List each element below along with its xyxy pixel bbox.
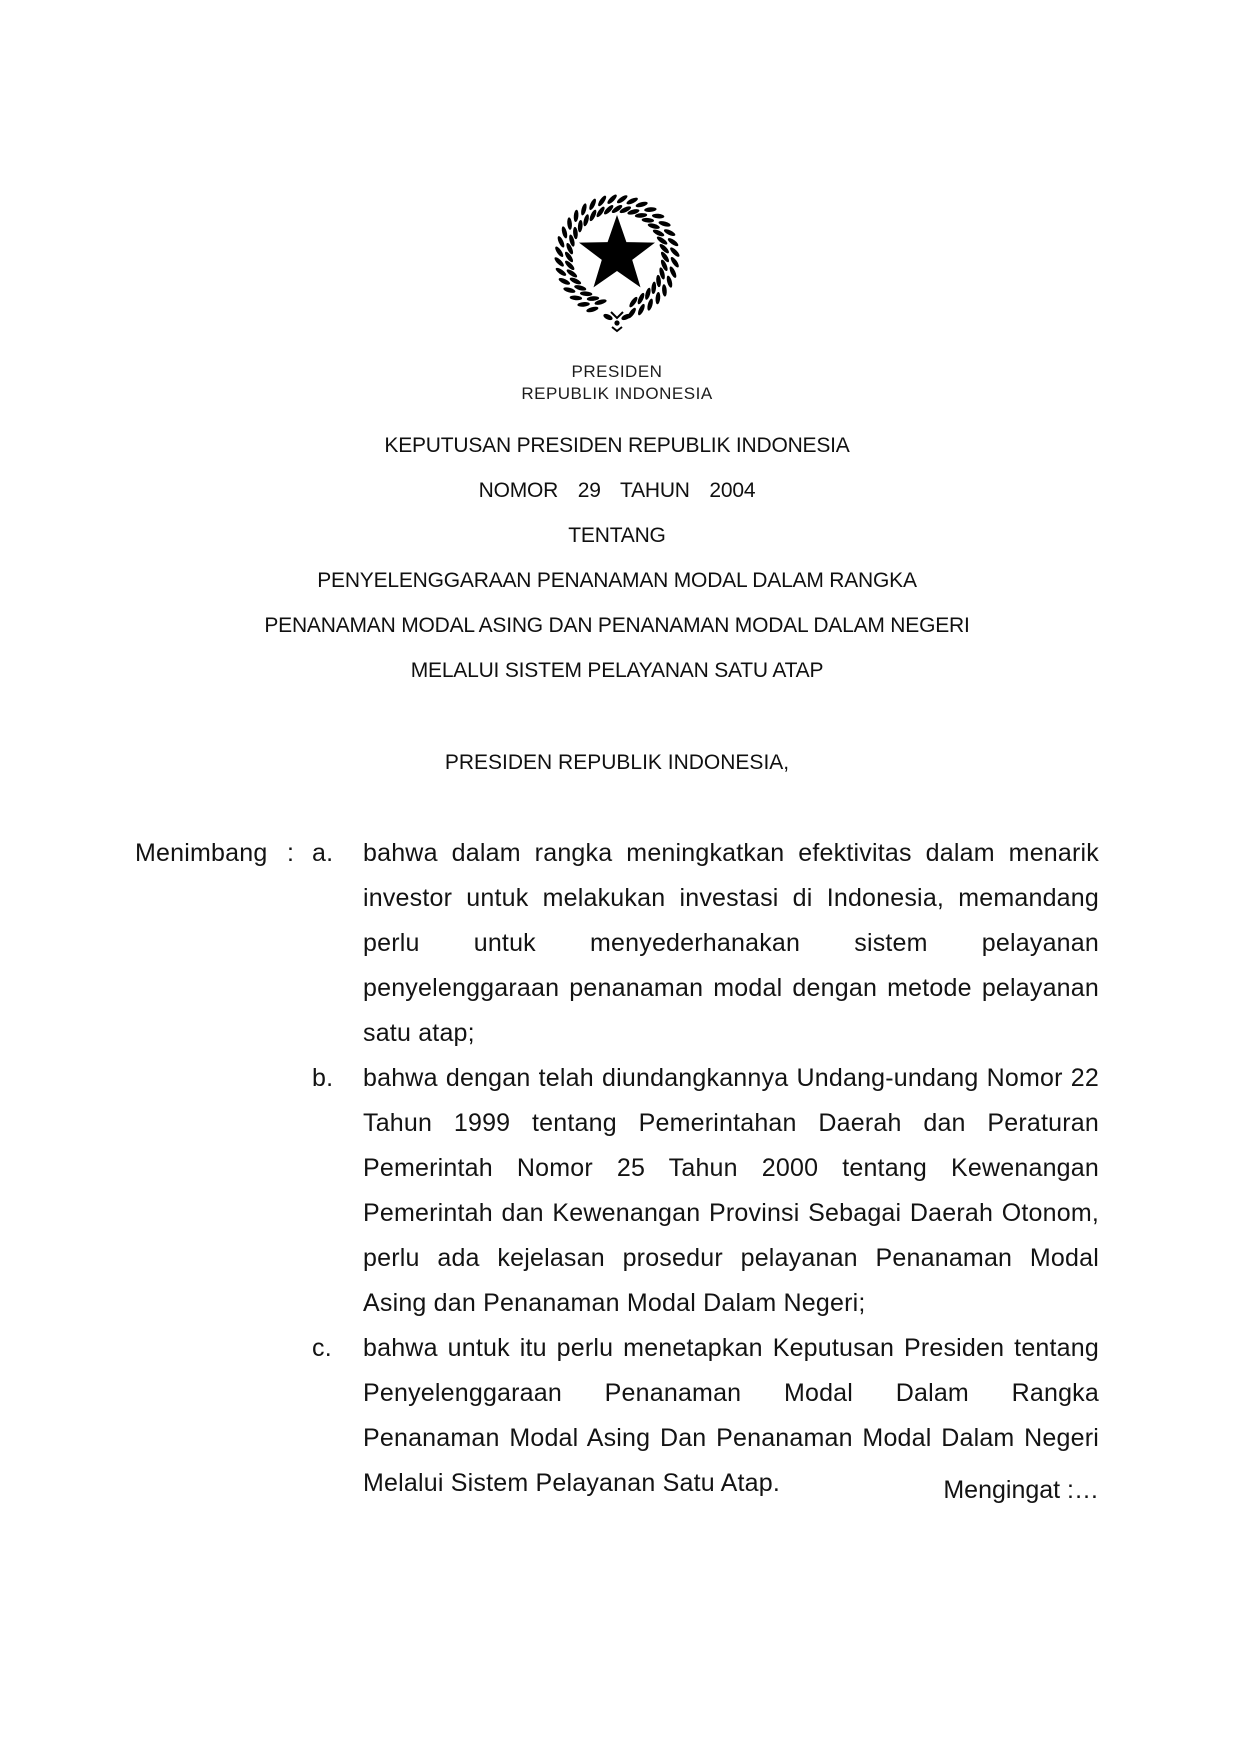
item-marker: a. bbox=[312, 839, 334, 867]
considering-item-b bbox=[312, 1056, 1099, 1326]
item-text: bahwa dengan telah diundangkannya Undang-undang Nomor 22 Tahun 1999 tentang Pemerintahan Daerah dan Peraturan Pemerintah Nomor 25 Tahun 2000 tentang Kewenangan Pemerintah dan Kewenangan Provinsi Sebagai Daerah Otonom, perlu ada kejelasan prosedur pelayanan Penanaman Modal Asing dan Penanaman Modal Dalam Negeri; bbox=[363, 1064, 1099, 1317]
title-tentang: TENTANG bbox=[568, 524, 666, 547]
letterhead-line-republik: REPUBLIK INDONESIA bbox=[521, 384, 713, 403]
item-text: bahwa dalam rangka meningkatkan efektivitas dalam menarik investor untuk melakukan investasi di Indonesia, memandang perlu untuk menyederhanakan sistem pelayanan penyelenggaraan penanaman modal dengan metode pelayanan satu atap; bbox=[363, 839, 1099, 1047]
item-text: bahwa untuk itu perlu menetapkan Keputusan Presiden tentang Penyelenggaraan Penanaman Modal Dalam Rangka Penanaman Modal Asing Dan Penanaman Modal Dalam Negeri Melalui Sistem Pelayanan Satu Atap. bbox=[363, 1334, 1099, 1497]
salutation: PRESIDEN REPUBLIK INDONESIA, bbox=[444, 751, 790, 774]
presidential-emblem bbox=[135, 183, 1099, 340]
decree-title bbox=[135, 423, 1099, 693]
considering-label: Menimbang bbox=[135, 839, 268, 867]
letterhead bbox=[135, 361, 1099, 405]
item-marker: c. bbox=[312, 1334, 332, 1362]
star-wreath-emblem-icon bbox=[542, 183, 692, 335]
considering-item-a bbox=[312, 831, 1099, 1056]
star-icon bbox=[579, 215, 655, 287]
continuation-note: Mengingat :… bbox=[943, 1476, 1099, 1504]
letterhead-line-presiden: PRESIDEN bbox=[571, 362, 663, 381]
title-subject-line-3: MELALUI SISTEM PELAYANAN SATU ATAP bbox=[410, 659, 824, 682]
wreath-ornament bbox=[603, 312, 631, 331]
title-subject-line-2: PENANAMAN MODAL ASING DAN PENANAMAN MODAL DALAM NEGERI bbox=[264, 614, 970, 637]
considering-items bbox=[312, 831, 1099, 1506]
considering-colon: : bbox=[287, 839, 295, 867]
item-marker: b. bbox=[312, 1064, 334, 1092]
title-subject-line-1: PENYELENGGARAAN PENANAMAN MODAL DALAM RANGKA bbox=[317, 569, 917, 592]
title-number-year: NOMOR 29 TAHUN 2004 bbox=[478, 479, 756, 502]
considering-section bbox=[135, 831, 1099, 1506]
title-decree-name: KEPUTUSAN PRESIDEN REPUBLIK INDONESIA bbox=[384, 434, 850, 457]
